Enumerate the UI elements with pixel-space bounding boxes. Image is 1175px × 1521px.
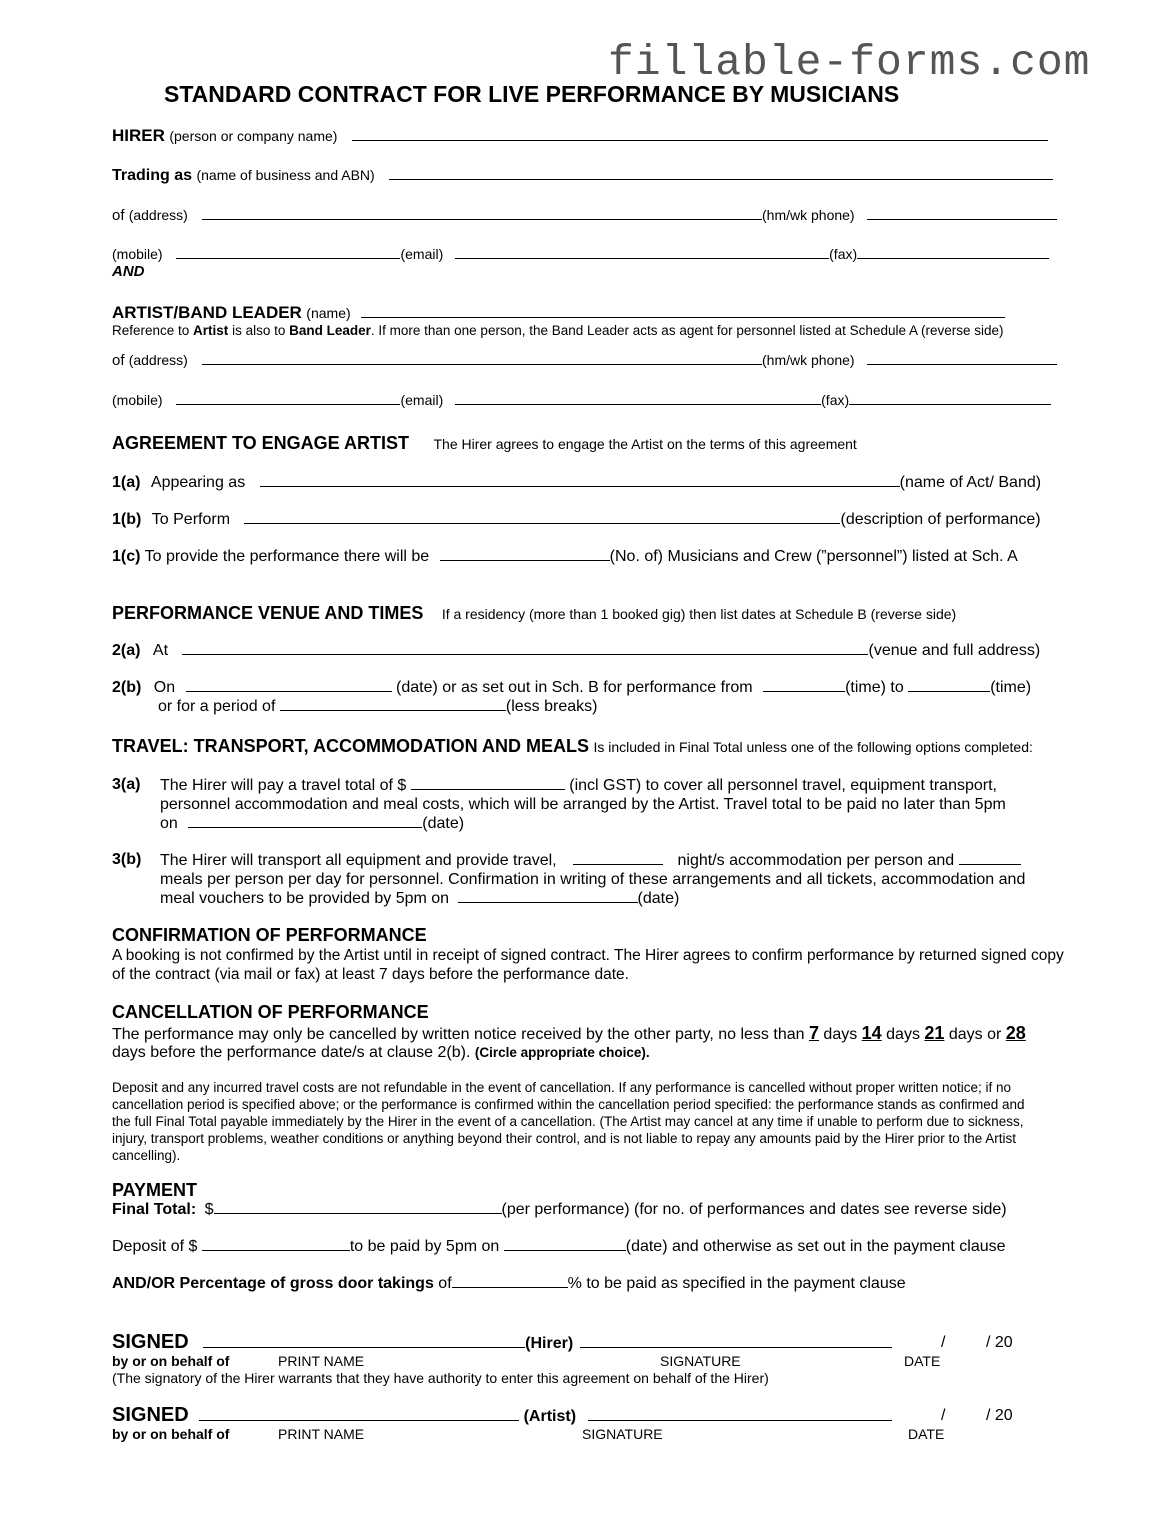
final-total-row bbox=[112, 1200, 1007, 1219]
hirer-email-field[interactable] bbox=[455, 245, 829, 259]
cancel-option-14[interactable]: 14 bbox=[861, 1023, 882, 1043]
clause-2b-breaks: (less breaks) bbox=[505, 698, 598, 715]
clause-1a-label: Appearing as bbox=[150, 474, 246, 491]
artist-email-label: (email) bbox=[400, 392, 444, 408]
hirer-date-slash: / bbox=[941, 1334, 946, 1351]
reference-pre: Reference to bbox=[112, 323, 194, 338]
clause-2b-time: (time) bbox=[990, 679, 1032, 696]
end-time-field[interactable] bbox=[908, 678, 990, 692]
percentage-label: AND/OR Percentage of gross door takings bbox=[112, 1275, 434, 1292]
clause-3b-l2: meals per person per day for personnel. Confirmation in writing of these arrangements and all tickets, accommodation and bbox=[160, 871, 1026, 888]
signed-artist-row bbox=[112, 1404, 892, 1427]
cancellation-heading: CANCELLATION OF PERFORMANCE bbox=[112, 1002, 429, 1022]
cancellation-line2 bbox=[112, 1044, 650, 1062]
artist-fax-field[interactable] bbox=[849, 391, 1051, 405]
travel-heading-row bbox=[112, 736, 1033, 757]
clause-3b-l3b: (date) bbox=[637, 890, 680, 907]
clause-1c bbox=[112, 547, 1018, 566]
reference-mid: is also to bbox=[228, 323, 290, 338]
hirer-mobile-label: (mobile) bbox=[112, 246, 163, 262]
artist-signature-caption: SIGNATURE bbox=[582, 1426, 663, 1442]
artist-address-of: of bbox=[112, 352, 125, 369]
artist-name-field[interactable] bbox=[361, 304, 1005, 318]
artist-behalf: by or on behalf of bbox=[112, 1426, 230, 1442]
artist-date-caption: DATE bbox=[908, 1426, 945, 1442]
clause-3a-l1b: (incl GST) to cover all personnel travel, equipment transport, bbox=[569, 777, 997, 794]
final-total-label: Final Total: bbox=[112, 1201, 197, 1218]
clause-1a bbox=[112, 473, 1041, 492]
final-total-dollar: $ bbox=[204, 1201, 214, 1218]
final-total-field[interactable] bbox=[214, 1200, 502, 1214]
percentage-field[interactable] bbox=[452, 1274, 568, 1288]
artist-date-slash: / bbox=[941, 1407, 946, 1424]
venue-address-field[interactable] bbox=[182, 641, 868, 655]
artist-address-field[interactable] bbox=[202, 351, 762, 365]
clause-2b-period-label: or for a period of bbox=[158, 698, 276, 715]
hirer-print-name-caption: PRINT NAME bbox=[278, 1353, 365, 1369]
clause-3b bbox=[160, 851, 1025, 908]
clause-2b-time-to: (time) to bbox=[845, 679, 904, 696]
venue-note: If a residency (more than 1 booked gig) then list dates at Schedule B (reverse side) bbox=[441, 606, 957, 622]
deposit-suffix: (date) and otherwise as set out in the payment clause bbox=[625, 1238, 1006, 1255]
and-label: AND bbox=[112, 263, 145, 280]
cancellation-w3: days or bbox=[944, 1026, 1006, 1043]
clause-1a-suffix: (name of Act/ Band) bbox=[899, 474, 1042, 491]
hirer-trading-row bbox=[112, 166, 1053, 185]
hirer-fax-field[interactable] bbox=[857, 245, 1049, 259]
artist-email-field[interactable] bbox=[455, 391, 821, 405]
agreement-heading: AGREEMENT TO ENGAGE ARTIST bbox=[112, 433, 410, 453]
hirer-date-year: / 20 bbox=[986, 1334, 1013, 1351]
artist-fax-label: (fax) bbox=[821, 392, 850, 408]
deposit-mid: to be paid by 5pm on bbox=[349, 1238, 500, 1255]
percentage-of: of bbox=[438, 1275, 452, 1292]
deposit-row bbox=[112, 1237, 1006, 1256]
cancellation-l2b: (Circle appropriate choice). bbox=[474, 1045, 650, 1060]
travel-total-field[interactable] bbox=[411, 776, 565, 790]
signed-artist-label: SIGNED bbox=[112, 1404, 189, 1426]
artist-label-note: (name) bbox=[306, 305, 351, 321]
artist-phone-label: (hm/wk phone) bbox=[762, 352, 855, 368]
artist-address-row bbox=[112, 351, 1057, 369]
signed-hirer-role: (Hirer) bbox=[525, 1335, 574, 1352]
hirer-email-label: (email) bbox=[400, 246, 444, 262]
reference-post: . If more than one person, the Band Leader acts as agent for personnel listed at Schedule A (reverse side) bbox=[370, 323, 1004, 338]
clause-3a bbox=[160, 776, 1006, 833]
watermark: fillable-forms.com bbox=[608, 38, 1091, 87]
percentage-suffix: % to be paid as specified in the payment clause bbox=[567, 1275, 906, 1292]
signed-hirer-label: SIGNED bbox=[112, 1331, 189, 1353]
hirer-name-field[interactable] bbox=[352, 127, 1048, 141]
percentage-row bbox=[112, 1274, 906, 1293]
hirer-label: HIRER bbox=[112, 126, 165, 145]
clause-3b-num: 3(b) bbox=[112, 851, 142, 868]
travel-payment-date-field[interactable] bbox=[188, 814, 422, 828]
hirer-signature-field[interactable] bbox=[580, 1334, 892, 1348]
clause-2b-on: On bbox=[153, 679, 176, 696]
artist-phone-field[interactable] bbox=[867, 351, 1057, 365]
deposit-label: Deposit of $ bbox=[112, 1238, 198, 1255]
cancellation-l2: days before the performance date/s at clause 2(b). bbox=[112, 1044, 475, 1061]
start-time-field[interactable] bbox=[763, 678, 845, 692]
hirer-date-caption: DATE bbox=[904, 1353, 941, 1369]
hirer-address-label: (address) bbox=[128, 207, 188, 223]
clause-1c-suffix: (No. of) Musicians and Crew (”personnel”) listed at Sch. A bbox=[609, 548, 1018, 565]
clause-1c-label: To provide the performance there will be bbox=[144, 548, 430, 565]
artist-print-name-caption: PRINT NAME bbox=[278, 1426, 365, 1442]
venue-heading-row bbox=[112, 603, 956, 624]
period-field[interactable] bbox=[280, 697, 506, 711]
hirer-behalf: by or on behalf of bbox=[112, 1353, 230, 1369]
performance-date-field[interactable] bbox=[186, 678, 392, 692]
artist-contact-row bbox=[112, 391, 1051, 408]
clause-2b-date: (date) or as set out in Sch. B for performance from bbox=[396, 679, 753, 696]
cancel-option-21[interactable]: 21 bbox=[924, 1023, 945, 1043]
confirmation-text: A booking is not confirmed by the Artist until in receipt of signed contract. The Hirer agrees to confirm performance by returned signed copy of the contract (via mail or fax) at least 7 days before the performance date. bbox=[112, 947, 1064, 983]
clause-1b-label: To Perform bbox=[151, 511, 231, 528]
clause-2a-num: 2(a) bbox=[112, 642, 141, 659]
hirer-trading-note: (name of business and ABN) bbox=[196, 167, 375, 183]
hirer-address-row bbox=[112, 206, 1057, 224]
cancellation-w1: days bbox=[818, 1026, 862, 1043]
artist-signature-field[interactable] bbox=[588, 1407, 892, 1421]
clause-3b-l1b: night/s accommodation per person and bbox=[677, 852, 955, 869]
clause-3b-l3a: meal vouchers to be provided by 5pm on bbox=[160, 890, 450, 907]
clause-2a-label: At bbox=[152, 642, 169, 659]
signed-hirer-row bbox=[112, 1331, 892, 1354]
clause-3a-l3b: (date) bbox=[422, 815, 465, 832]
cancellation-line1 bbox=[112, 1023, 1026, 1044]
hirer-label-note: (person or company name) bbox=[169, 128, 338, 144]
clause-1c-num: 1(c) bbox=[112, 548, 141, 565]
reference-artist: Artist bbox=[193, 323, 229, 338]
artist-print-name-field[interactable] bbox=[199, 1407, 519, 1421]
payment-heading: PAYMENT bbox=[112, 1180, 198, 1200]
artist-date-year: / 20 bbox=[986, 1407, 1013, 1424]
clause-1b bbox=[112, 510, 1041, 529]
clause-2b bbox=[112, 678, 1031, 697]
cancellation-paragraph: Deposit and any incurred travel costs are not refundable in the event of cancellation. If any performance is cancelled without proper written notice; if no cancellation period is specified above; or the performance is confirmed within the cancellation period specified: the performance stands as confirmed and the full Final Total payable immediately by the Hirer in the event of a cancellation. (The Artist may cancel at any time if unable to perform due to sickness, injury, transport problems, weather conditions or anything beyond their control, and is not liable to repay any amounts paid by the Hirer prior to the Artist cancelling). bbox=[112, 1080, 1025, 1163]
clause-3a-l2: personnel accommodation and meal costs, which will be arranged by the Artist. Travel total to be paid no later than 5pm bbox=[160, 796, 1006, 813]
artist-mobile-label: (mobile) bbox=[112, 392, 163, 408]
signed-artist-role: (Artist) bbox=[523, 1408, 577, 1425]
final-total-suffix: (per performance) (for no. of performances and dates see reverse side) bbox=[501, 1201, 1007, 1218]
artist-reference-note bbox=[112, 323, 1004, 338]
hirer-trading-label: Trading as bbox=[112, 167, 193, 184]
clause-3a-l3a: on bbox=[160, 815, 178, 832]
confirmation-heading: CONFIRMATION OF PERFORMANCE bbox=[112, 925, 427, 945]
clause-2b-num: 2(b) bbox=[112, 679, 142, 696]
clause-1b-suffix: (description of performance) bbox=[840, 511, 1041, 528]
deposit-amount-field[interactable] bbox=[202, 1237, 350, 1251]
hirer-print-name-field[interactable] bbox=[203, 1334, 525, 1348]
vouchers-date-field[interactable] bbox=[458, 889, 638, 903]
agreement-heading-row bbox=[112, 433, 857, 454]
performance-description-field[interactable] bbox=[244, 510, 840, 524]
artist-label: ARTIST/BAND LEADER bbox=[112, 303, 302, 322]
hirer-trading-field[interactable] bbox=[389, 166, 1053, 180]
clause-2b-period bbox=[158, 697, 597, 716]
travel-heading: TRAVEL: TRANSPORT, ACCOMMODATION AND MEALS bbox=[112, 736, 589, 756]
hirer-name-row bbox=[112, 126, 1048, 146]
hirer-address-field[interactable] bbox=[202, 206, 762, 220]
act-name-field[interactable] bbox=[260, 473, 900, 487]
meals-field[interactable] bbox=[959, 851, 1021, 865]
artist-mobile-field[interactable] bbox=[176, 391, 400, 405]
personnel-count-field[interactable] bbox=[440, 547, 610, 561]
hirer-phone-field[interactable] bbox=[867, 206, 1057, 220]
travel-note: Is included in Final Total unless one of the following options completed: bbox=[593, 739, 1033, 755]
clause-1b-num: 1(b) bbox=[112, 511, 142, 528]
clause-1a-num: 1(a) bbox=[112, 474, 141, 491]
cancel-option-28[interactable]: 28 bbox=[1005, 1023, 1026, 1043]
reference-band-leader: Band Leader bbox=[289, 323, 371, 338]
venue-heading: PERFORMANCE VENUE AND TIMES bbox=[112, 603, 424, 623]
hirer-phone-label: (hm/wk phone) bbox=[762, 207, 855, 223]
clause-3a-l1a: The Hirer will pay a travel total of $ bbox=[160, 777, 407, 794]
page-title: STANDARD CONTRACT FOR LIVE PERFORMANCE BY MUSICIANS bbox=[164, 81, 900, 107]
hirer-fax-label: (fax) bbox=[829, 246, 858, 262]
hirer-signature-caption: SIGNATURE bbox=[660, 1353, 741, 1369]
clause-2a bbox=[112, 641, 1040, 660]
hirer-contact-row bbox=[112, 245, 1049, 262]
hirer-mobile-field[interactable] bbox=[176, 245, 400, 259]
agreement-note: The Hirer agrees to engage the Artist on the terms of this agreement bbox=[433, 436, 857, 452]
clause-2a-suffix: (venue and full address) bbox=[868, 642, 1041, 659]
cancel-option-7[interactable]: 7 bbox=[808, 1023, 819, 1043]
hirer-warrant-note: (The signatory of the Hirer warrants that they have authority to enter this agreement on behalf of the Hirer) bbox=[112, 1370, 769, 1386]
hirer-address-of: of bbox=[112, 207, 125, 224]
clause-3a-num: 3(a) bbox=[112, 776, 141, 793]
cancellation-w2: days bbox=[881, 1026, 925, 1043]
nights-field[interactable] bbox=[573, 851, 663, 865]
cancellation-l1: The performance may only be cancelled by written notice received by the other party, no less than bbox=[112, 1026, 809, 1043]
deposit-date-field[interactable] bbox=[504, 1237, 626, 1251]
clause-3b-l1a: The Hirer will transport all equipment and provide travel, bbox=[160, 852, 557, 869]
artist-address-label: (address) bbox=[128, 352, 188, 368]
artist-name-row bbox=[112, 303, 1005, 323]
